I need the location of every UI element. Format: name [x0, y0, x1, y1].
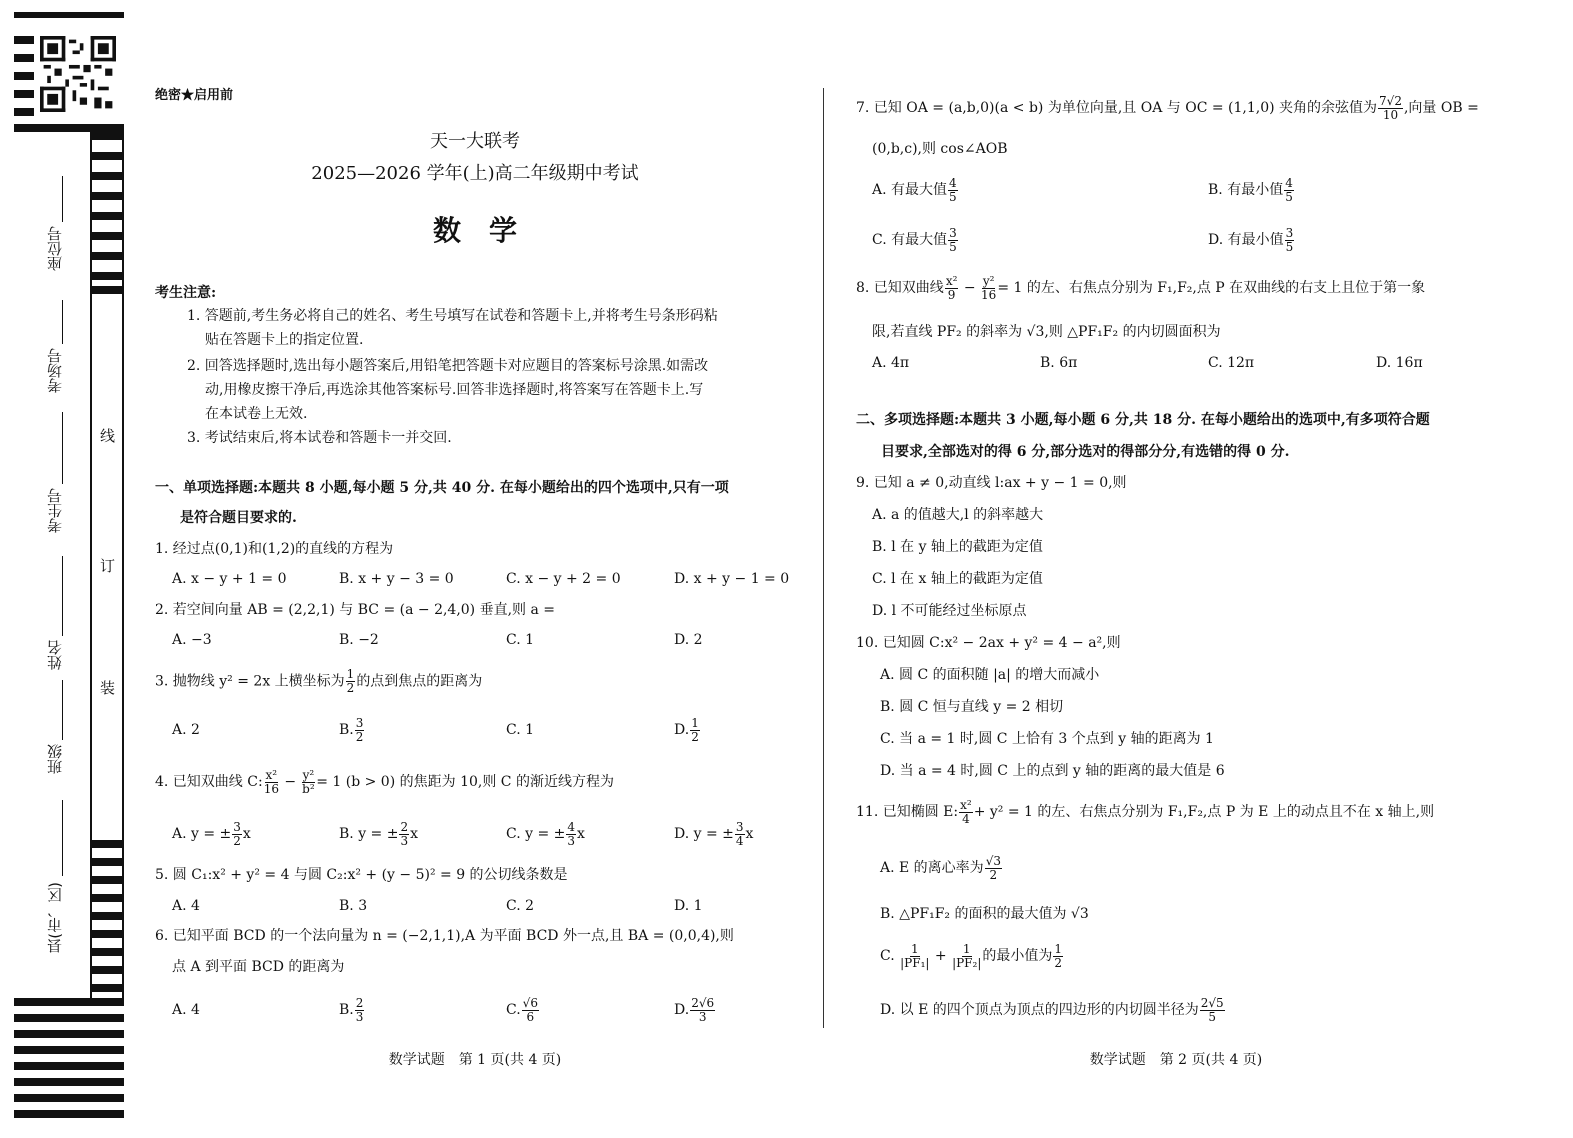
q8-frac-x: [945, 275, 959, 302]
strip-char-bind: 订: [98, 558, 116, 573]
q10-option-b[interactable]: B. 圆 C 恒与直线 y = 2 相切: [880, 699, 1064, 715]
q11-d-den: 5: [1208, 1009, 1217, 1024]
q6-c-num: √6: [522, 995, 538, 1010]
q7-c-num: 3: [949, 225, 957, 240]
field-county-line[interactable]: [62, 800, 63, 876]
field-class-line[interactable]: [62, 680, 63, 740]
section1-heading-2: 是符合题目要求的.: [180, 510, 297, 526]
q7-d-frac: [1285, 227, 1295, 254]
q3-option-c[interactable]: C. 1: [506, 722, 535, 738]
q7-option-b[interactable]: [1208, 172, 1295, 208]
q7-c-frac: [948, 227, 958, 254]
strip-block: [14, 90, 34, 98]
q1-option-b[interactable]: B. x + y − 3 = 0: [339, 571, 454, 587]
q6-stem: 6. 已知平面 BCD 的一个法向量为 n = (−2,1,1),A 为平面 BCD 外一点,且 BA = (0,0,4),则: [155, 928, 734, 944]
q7-d-num: 3: [1285, 225, 1294, 240]
q3-option-d-label: D.: [674, 722, 690, 738]
q4-c-num: 4: [567, 819, 576, 834]
q7-option-d[interactable]: [1208, 222, 1295, 258]
q4-a-label: A. y = ±: [172, 826, 232, 842]
page-footer-1: 数学试题 第 1 页(共 4 页): [388, 1052, 562, 1068]
q3-option-d-den: 2: [691, 729, 699, 744]
q7-b-label: B. 有最小值: [1208, 182, 1284, 198]
q1-option-c[interactable]: C. x − y + 2 = 0: [506, 571, 621, 587]
q10-option-d[interactable]: D. 当 a = 4 时,圆 C 上的点到 y 轴的距离的最大值是 6: [880, 763, 1225, 779]
q1-option-a[interactable]: A. x − y + 1 = 0: [172, 571, 287, 587]
secret-label: 绝密★启用前: [155, 88, 234, 103]
strip-char-line: 线: [98, 428, 116, 443]
strip-block: [14, 124, 124, 132]
q2-option-c[interactable]: C. 1: [506, 632, 535, 648]
q6-option-d[interactable]: [674, 992, 716, 1028]
q11-d-num: 2√5: [1200, 995, 1224, 1010]
strip-block: [14, 54, 34, 62]
section2-heading: 二、多项选择题:本题共 3 小题,每小题 6 分,共 18 分. 在每小题给出的选项中,有多项符合题: [856, 412, 1430, 428]
q4-stem-text-2: = 1 (b > 0) 的焦距为 10,则 C 的渐近线方程为: [316, 774, 614, 790]
q11-stem-text: 11. 已知椭圆 E:: [856, 804, 959, 820]
page-footer-2: 数学试题 第 2 页(共 4 页): [1089, 1052, 1263, 1068]
q5-stem: 5. 圆 C₁:x² + y² = 4 与圆 C₂:x² + (y − 5)² = 9 的公切线条数是: [155, 867, 568, 883]
q4-b-den: 3: [400, 833, 409, 848]
q6-option-a[interactable]: A. 4: [172, 1002, 200, 1018]
notice-item-2b: 动,用橡皮擦干净后,再选涂其他答案标号.回答非选择题时,将答案写在答题卡上.写: [205, 382, 704, 398]
q11-a-label: A. E 的离心率为: [880, 860, 984, 876]
q8-frac-x-den: 9: [947, 287, 956, 302]
q1-option-d[interactable]: D. x + y − 1 = 0: [674, 571, 790, 587]
q3-option-d-frac: [690, 717, 700, 744]
q11-stem-text-2: + y² = 1 的左、右焦点分别为 F₁,F₂,点 P 为 E 上的动点且不在 x 轴上,则: [973, 804, 1435, 820]
q4-a-den: 2: [233, 833, 241, 848]
q2-option-a[interactable]: A. −3: [172, 632, 212, 648]
q4-d-den: 4: [735, 833, 744, 848]
q3-option-d[interactable]: [674, 712, 701, 748]
q4-frac-x-den: 16: [263, 781, 279, 796]
q11-c-frac3-den: 2: [1054, 955, 1062, 970]
q11-c-frac2-den: |PF₂|: [952, 955, 982, 970]
q4-b-x: x: [410, 826, 419, 842]
q4-option-a[interactable]: [172, 816, 251, 852]
strip-block: [14, 12, 124, 18]
q7-a-den: 5: [949, 189, 957, 204]
section2-heading-2: 目要求,全部选对的得 6 分,部分选对的得部分分,有选错的得 0 分.: [881, 444, 1290, 460]
field-name-line[interactable]: [62, 556, 63, 636]
q3-option-b-den: 2: [355, 729, 364, 744]
q11-c-frac1-num: 1: [910, 941, 919, 956]
q2-option-d[interactable]: D. 2: [674, 632, 703, 648]
q4-frac-y-den: b²: [302, 781, 315, 796]
q3-option-a[interactable]: A. 2: [172, 722, 200, 738]
notice-item-1: 1. 答题前,考生务必将自己的姓名、考生号填写在试卷和答题卡上,并将考生号条形码粘: [187, 308, 718, 324]
strip-block: [14, 36, 34, 44]
q3-frac-den: 2: [346, 681, 355, 695]
q9-option-a[interactable]: A. a 的值越大,l 的斜率越大: [872, 507, 1044, 523]
q7-a-label: A. 有最大值: [872, 182, 948, 198]
field-candidate-label: 考生号: [46, 488, 64, 533]
q11-option-d[interactable]: [880, 992, 1226, 1028]
exam-title: 2025—2026 学年(上)高二年级期中考试: [311, 163, 639, 184]
q7-c-den: 5: [949, 239, 957, 254]
q7-a-frac: [948, 177, 958, 204]
q4-b-label: B. y = ±: [339, 826, 399, 842]
q3-option-b-num: 3: [355, 715, 364, 730]
page-divider: [823, 88, 824, 1028]
notice-title: 考生注意:: [155, 285, 217, 301]
q3-option-b-frac: [355, 717, 365, 744]
q1-stem: 1. 经过点(0,1)和(1,2)的直线的方程为: [155, 541, 394, 557]
q8-option-b[interactable]: B. 6π: [1040, 355, 1078, 371]
q8-stem-2: 限,若直线 PF₂ 的斜率为 √3,则 △PF₁F₂ 的内切圆面积为: [872, 324, 1221, 340]
q8-stem-text-2: = 1 的左、右焦点分别为 F₁,F₂,点 P 在双曲线的右支上且位于第一象: [997, 280, 1426, 296]
q6-b-den: 3: [355, 1009, 364, 1024]
notice-item-2c: 在本试卷上无效.: [205, 406, 308, 422]
q7-option-a[interactable]: [872, 172, 959, 208]
q4-c-frac: [566, 821, 576, 848]
strip-char-install: 装: [98, 680, 116, 695]
q4-a-num: 3: [233, 819, 241, 834]
q4-c-den: 3: [567, 833, 576, 848]
field-seat-label: 座位号: [46, 226, 64, 271]
q7-stem: [856, 90, 1479, 126]
q11-d-frac: [1200, 997, 1225, 1024]
q6-d-num: 2√6: [691, 995, 715, 1010]
section1-heading: 一、单项选择题:本题共 8 小题,每小题 5 分,共 40 分. 在每小题给出的四个选项中,只有一项: [155, 480, 729, 496]
q3-frac-num: 1: [346, 667, 355, 681]
notice-item-2: 2. 回答选择题时,选出每小题答案后,用铅笔把答题卡对应题目的答案标号涂黑.如需改: [187, 358, 709, 374]
q11-a-den: 2: [989, 867, 998, 882]
q11-c-label: C.: [880, 948, 895, 964]
q7-b-frac: [1284, 177, 1294, 204]
q7-c-label: C. 有最大值: [872, 232, 948, 248]
q8-frac-y: [981, 275, 996, 302]
q4-option-d[interactable]: [674, 816, 753, 852]
q6-b-label: B.: [339, 1002, 354, 1018]
q4-stem-text: 4. 已知双曲线 C:: [155, 774, 263, 790]
q9-option-d[interactable]: D. l 不可能经过坐标原点: [872, 603, 1027, 619]
field-county-label: 县(市、区): [46, 882, 64, 954]
q11-c-frac2-num: 1: [962, 941, 971, 956]
q8-option-c[interactable]: C. 12π: [1208, 355, 1255, 371]
notice-item-1b: 贴在答题卡上的指定位置.: [205, 332, 364, 348]
q10-stem: 10. 已知圆 C:x² − 2ax + y² = 4 − a²,则: [856, 635, 1121, 651]
q7-frac-den: 10: [1382, 107, 1399, 122]
q7-b-den: 5: [1285, 189, 1293, 204]
field-name-label: 姓名: [46, 640, 64, 670]
q11-c-frac2: [952, 943, 981, 970]
q4-stem: 4. 已知双曲线 C: $\frac{\text{x²}}{16}$ − $\frac{\text{y²}}{\text{b²}}$ = 1 (b > 0) 的焦距为 10,则 C 的渐近线方程为: [155, 767, 614, 796]
q2-option-b[interactable]: B. −2: [339, 632, 379, 648]
q4-c-label: C. y = ±: [506, 826, 566, 842]
q11-a-frac: [985, 855, 1002, 882]
qr-code-icon: [40, 36, 116, 112]
q7-frac-num: 7√2: [1379, 93, 1402, 108]
q11-d-label: D. 以 E 的四个顶点为顶点的四边形的内切圆半径为: [880, 1002, 1199, 1018]
q4-frac-x: [264, 769, 279, 796]
q6-c-frac: [522, 997, 539, 1024]
q11-frac: [959, 799, 973, 826]
q6-b-frac: [355, 997, 365, 1024]
q5-option-c[interactable]: C. 2: [506, 898, 535, 914]
q8-frac-y-den: 16: [981, 287, 997, 302]
q3-fraction: [346, 668, 356, 695]
q4-frac-y-num: y²: [302, 767, 315, 782]
q6-d-label: D.: [674, 1002, 690, 1018]
q7-d-label: D. 有最小值: [1208, 232, 1284, 248]
q3-stem: [155, 668, 482, 695]
q8-frac-y-num: y²: [982, 273, 995, 288]
q8-stem-text: 8. 已知双曲线: [856, 280, 944, 296]
q7-stem-text: 7. 已知 OA = (a,b,0)(a < b) 为单位向量,且 OA 与 OC = (1,1,0) 夹角的余弦值为: [856, 100, 1378, 116]
q4-b-frac: [399, 821, 409, 848]
org-title: 天一大联考: [430, 131, 520, 152]
q8-option-d[interactable]: D. 16π: [1376, 355, 1423, 371]
q7-frac: [1378, 95, 1403, 122]
q7-d-den: 5: [1285, 239, 1294, 254]
q4-b-num: 2: [400, 819, 409, 834]
q4-d-label: D. y = ±: [674, 826, 734, 842]
q4-d-x: x: [745, 826, 754, 842]
q3-stem-text: 3. 抛物线 y² = 2x 上横坐标为: [155, 673, 345, 690]
q5-option-d[interactable]: D. 1: [674, 898, 703, 914]
q11-frac-num: x²: [960, 797, 972, 812]
q10-option-c[interactable]: C. 当 a = 1 时,圆 C 上恰有 3 个点到 y 轴的距离为 1: [880, 731, 1214, 747]
q11-c-frac1: [900, 943, 929, 970]
q9-stem: 9. 已知 a ≠ 0,动直线 l:ax + y − 1 = 0,则: [856, 475, 1127, 491]
notice-item-3: 3. 考试结束后,将本试卷和答题卡一并交回.: [187, 430, 452, 446]
q4-option-c[interactable]: [506, 816, 585, 852]
q9-option-c[interactable]: C. l 在 x 轴上的截距为定值: [872, 571, 1043, 587]
q6-c-den: 6: [526, 1009, 535, 1024]
q4-a-x: x: [242, 826, 251, 842]
q6-d-den: 3: [698, 1009, 707, 1024]
q8-option-a[interactable]: A. 4π: [872, 355, 910, 371]
q6-d-frac: [690, 997, 715, 1024]
q11-option-c[interactable]: C. $\frac{1}{\text{|PF₁|}}$ + $\frac{1}{\text{|PF₂|}}$ 的最小值为 $\frac{1}{2}$: [880, 941, 1062, 970]
q10-option-a[interactable]: A. 圆 C 的面积随 |a| 的增大而减小: [880, 667, 1100, 683]
q4-d-frac: [735, 821, 745, 848]
strip-block: [14, 72, 34, 80]
q4-frac-y: [302, 769, 316, 796]
field-room-line[interactable]: [62, 300, 63, 344]
q6-option-c[interactable]: [506, 992, 540, 1028]
q11-c-frac1-den: |PF₁|: [900, 955, 930, 970]
q7-option-c[interactable]: [872, 222, 959, 258]
q4-d-num: 3: [735, 819, 744, 834]
q7-a-num: 4: [949, 175, 957, 190]
q4-frac-x-num: x²: [265, 767, 278, 782]
q5-option-a[interactable]: A. 4: [172, 898, 200, 914]
q11-option-a[interactable]: [880, 850, 1003, 886]
q11-frac-den: 4: [962, 811, 970, 826]
q9-option-b[interactable]: B. l 在 y 轴上的截距为定值: [872, 539, 1043, 555]
q6-option-b[interactable]: [339, 992, 365, 1028]
field-room-label: 考场号: [46, 348, 64, 393]
field-candidate-line[interactable]: [62, 412, 63, 484]
strip-block: [14, 108, 34, 116]
q3-stem-text-2: 的点到焦点的距离为: [356, 673, 483, 690]
q5-option-b[interactable]: B. 3: [339, 898, 368, 914]
q3-option-b-label: B.: [339, 722, 354, 738]
q11-c-text: 的最小值为: [982, 948, 1053, 964]
q11-stem: [856, 794, 1434, 830]
q3-option-b[interactable]: [339, 712, 365, 748]
q6-c-label: C.: [506, 1002, 521, 1018]
subject-title: 数 学: [432, 214, 517, 247]
q11-option-b[interactable]: B. △PF₁F₂ 的面积的最大值为 √3: [880, 906, 1089, 922]
field-class-label: 班级: [46, 744, 64, 774]
q11-c-frac3-num: 1: [1054, 941, 1062, 956]
q4-c-x: x: [577, 826, 585, 842]
q3-option-d-num: 1: [691, 715, 699, 730]
field-seat-line[interactable]: [62, 176, 63, 222]
q4-option-b[interactable]: [339, 816, 418, 852]
q8-stem: 8. 已知双曲线 $\frac{\text{x²}}{9}$ − $\frac{\text{y²}}{16}$ = 1 的左、右焦点分别为 F₁,F₂,点 P 在双曲线的右支上且位于第一象: [856, 273, 1426, 302]
q4-a-frac: [232, 821, 242, 848]
q7-b-num: 4: [1285, 175, 1293, 190]
q11-c-frac3: [1053, 943, 1063, 970]
q11-a-num: √3: [985, 853, 1001, 868]
q8-frac-x-num: x²: [945, 273, 958, 288]
q7-stem-text-2: ,向量 OB =: [1403, 100, 1479, 116]
q2-stem: 2. 若空间向量 AB = (2,2,1) 与 BC = (a − 2,4,0) 垂直,则 a =: [155, 602, 556, 618]
q7-stem-2: (0,b,c),则 cos∠AOB: [872, 141, 1008, 157]
q6-b-num: 2: [355, 995, 364, 1010]
q6-stem-2: 点 A 到平面 BCD 的距离为: [172, 959, 345, 975]
